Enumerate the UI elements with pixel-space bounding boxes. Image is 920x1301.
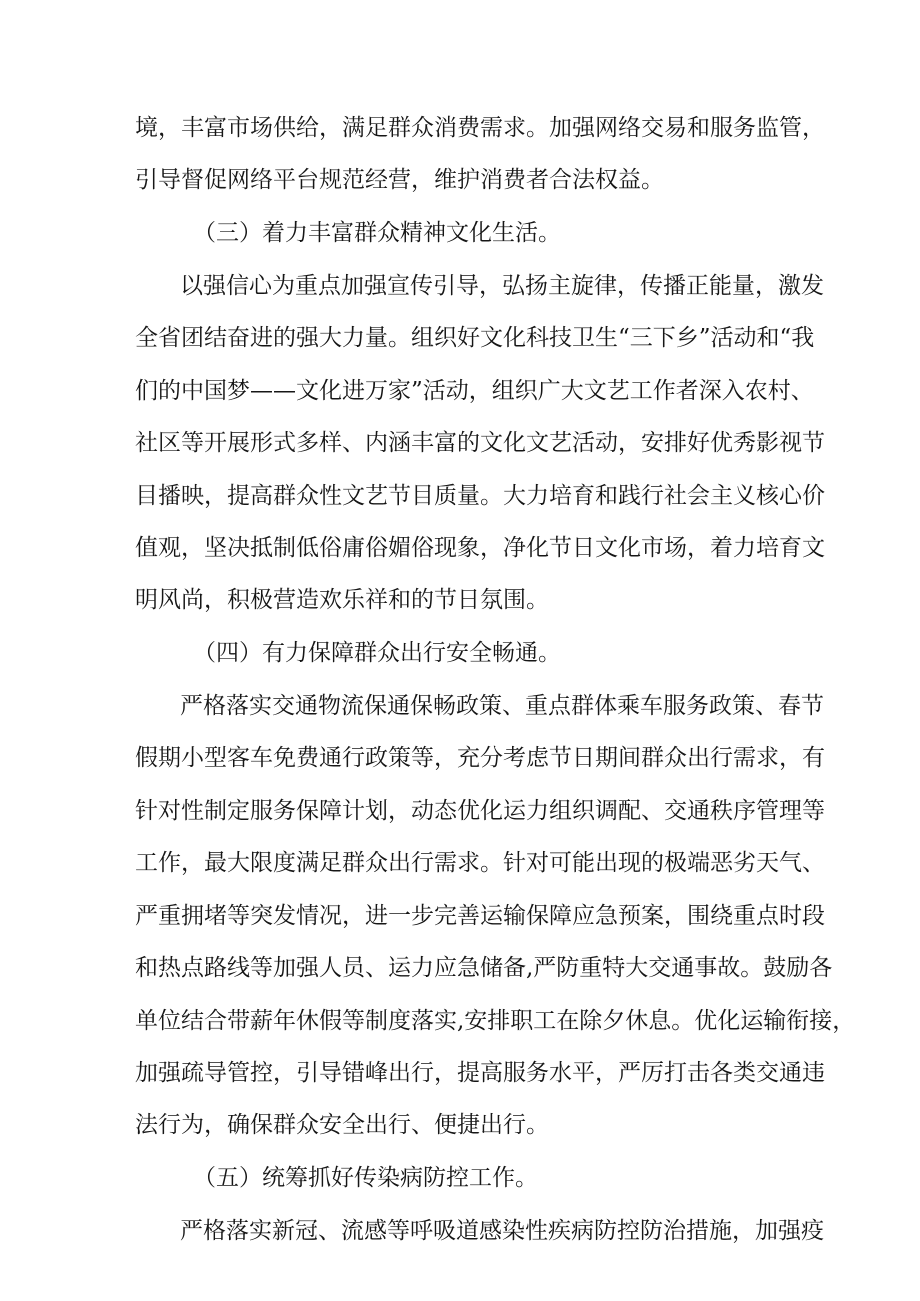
- body-line: 们的中国梦——文化进万家”活动，组织广大文艺工作者深入农村、: [135, 378, 814, 404]
- body-line: 社区等开展形式多样、内涵丰富的文化文艺活动，安排好优秀影视节: [135, 430, 825, 456]
- body-line: 严格落实新冠、流感等呼吸道感染性疾病防控防治措施，加强疫: [180, 1218, 824, 1244]
- body-line: 值观，坚决抵制低俗庸俗媚俗现象，净化节日文化市场，着力培育文: [135, 535, 825, 561]
- body-line: 工作，最大限度满足群众出行需求。针对可能出现的极端恶劣天气、: [135, 850, 825, 876]
- body-line: 明风尚，积极营造欢乐祥和的节日氛围。: [135, 587, 549, 613]
- body-line: 全省团结奋进的强大力量。组织好文化科技卫生“三下乡”活动和“我: [135, 325, 815, 351]
- section-heading-3: （三）着力丰富群众精神文化生活。: [193, 220, 561, 246]
- body-line: 针对性制定服务保障计划，动态优化运力组织调配、交通秩序管理等: [135, 798, 825, 824]
- section-heading-4: （四）有力保障群众出行安全畅通。: [193, 640, 561, 666]
- body-line: 引导督促网络平台规范经营，维护消费者合法权益。: [135, 167, 664, 193]
- body-line: 加强疏导管控，引导错峰出行，提高服务水平，严厉打击各类交通违: [135, 1060, 825, 1086]
- body-line: 严重拥堵等突发情况，进一步完善运输保障应急预案，围绕重点时段: [135, 903, 825, 929]
- body-line: 和热点路线等加强人员、运力应急储备,严防重特大交通事故。鼓励各: [135, 955, 833, 981]
- body-line: 法行为，确保群众安全出行、便捷出行。: [135, 1112, 549, 1138]
- body-line: 假期小型客车免费通行政策等，充分考虑节日期间群众出行需求，有: [135, 745, 825, 771]
- body-line: 境，丰富市场供给，满足群众消费需求。加强网络交易和服务监管，: [135, 115, 825, 141]
- body-line: 目播映，提高群众性文艺节目质量。大力培育和践行社会主义核心价: [135, 483, 825, 509]
- body-line: 以强信心为重点加强宣传引导，弘扬主旋律，传播正能量，激发: [180, 273, 824, 299]
- body-line: 严格落实交通物流保通保畅政策、重点群体乘车服务政策、春节: [180, 693, 824, 719]
- body-line: 单位结合带薪年休假等制度落实,安排职工在除夕休息。优化运输衔接，: [135, 1008, 856, 1034]
- section-heading-5: （五）统筹抓好传染病防控工作。: [193, 1165, 538, 1191]
